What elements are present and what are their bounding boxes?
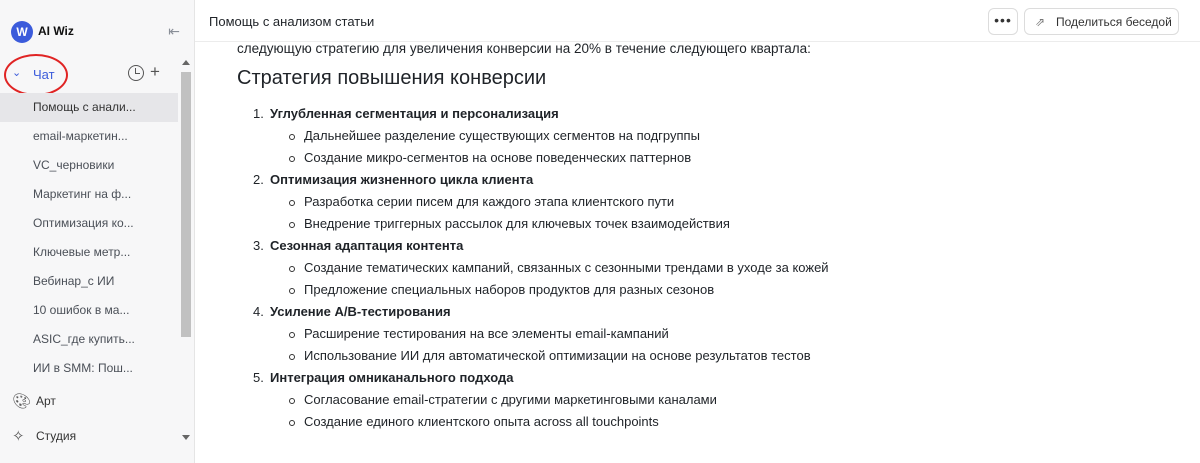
more-options-button[interactable]: •••: [988, 8, 1018, 35]
chat-item[interactable]: VC_черновики: [33, 158, 115, 172]
strategy-title: Сезонная адаптация контента: [270, 238, 464, 253]
share-chat-button[interactable]: [1024, 8, 1179, 35]
bullet-item: Согласование email-стратегии с другими маркетинговыми каналами: [270, 389, 870, 411]
sparkle-icon: ✧: [12, 428, 25, 445]
bullet-list: [270, 191, 1137, 235]
chevron-down-icon[interactable]: ⌄: [12, 67, 22, 79]
intro-text: следующую стратегию для увеличения конверсии на 20% в течение следующего квартала:: [237, 41, 811, 56]
chat-item[interactable]: Вебинар_с ИИ: [33, 274, 115, 288]
collapse-sidebar-icon[interactable]: ⇤: [168, 23, 180, 39]
header: [195, 0, 1200, 42]
bullet-list: [270, 323, 1137, 367]
scroll-thumb[interactable]: [181, 72, 191, 337]
scroll-down-arrow-icon[interactable]: [182, 435, 190, 440]
chat-item[interactable]: Помощь с анали...: [0, 93, 178, 122]
bullet-list: [270, 125, 1137, 169]
bullet-item: Создание тематических кампаний, связанных с сезонными трендами в уходе за кожей: [270, 257, 870, 279]
strategy-item: [237, 103, 1137, 169]
share-icon: ⇗: [1035, 15, 1046, 29]
strategy-number: 3.: [253, 238, 264, 253]
strategy-number: 2.: [253, 172, 264, 187]
bullet-item: Расширение тестирования на все элементы email-кампаний: [270, 323, 870, 345]
chat-item[interactable]: Оптимизация ко...: [33, 216, 134, 230]
bullet-item: Дальнейшее разделение существующих сегментов на подгруппы: [270, 125, 870, 147]
chat-item[interactable]: ИИ в SMM: Пош...: [33, 361, 133, 375]
strategy-number: 1.: [253, 106, 264, 121]
chat-item[interactable]: Маркетинг на ф...: [33, 187, 132, 201]
palette-icon: 🎨︎: [12, 393, 32, 410]
strategy-number: 5.: [253, 370, 264, 385]
nav-item-label: Арт: [36, 394, 56, 408]
bullet-list: [270, 257, 1137, 301]
share-chat-label: Поделиться беседой: [1056, 15, 1172, 29]
chat-item[interactable]: ASIC_где купить...: [33, 332, 135, 346]
bullet-item: Создание микро-сегментов на основе поведенческих паттернов: [270, 147, 870, 169]
chat-item[interactable]: email-маркетин...: [33, 129, 128, 143]
strategy-heading: Стратегия повышения конверсии: [237, 67, 547, 89]
strategy-title: Интеграция омниканального подхода: [270, 370, 514, 385]
nav-item-art[interactable]: [0, 386, 178, 416]
strategy-item: [237, 235, 1137, 301]
logo-row: [0, 0, 195, 58]
logo-icon: W: [11, 21, 33, 43]
app-name: AI Wiz: [38, 24, 74, 38]
message-content: [237, 40, 1137, 433]
bullet-item: Создание единого клиентского опыта across all touchpoints: [270, 411, 870, 433]
strategy-title: Усиление A/B-тестирования: [270, 304, 451, 319]
chat-list: [0, 93, 178, 383]
sidebar-scrollbar[interactable]: [179, 58, 193, 463]
bullet-item: Использование ИИ для автоматической оптимизации на основе результатов тестов: [270, 345, 870, 367]
bullet-list: [270, 389, 1137, 433]
sidebar: [0, 0, 195, 463]
chat-section-label[interactable]: Чат: [33, 67, 55, 82]
chat-item[interactable]: 10 ошибок в ма...: [33, 303, 130, 317]
chat-section-header[interactable]: [0, 60, 178, 88]
strategy-item: [237, 169, 1137, 235]
page-title: Помощь с анализом статьи: [209, 14, 375, 29]
bullet-item: Предложение специальных наборов продуктов для разных сезонов: [270, 279, 870, 301]
chat-item[interactable]: Ключевые метр...: [33, 245, 131, 259]
nav-item-studio[interactable]: [0, 421, 178, 451]
plus-icon[interactable]: +: [150, 62, 160, 81]
bullet-item: Разработка серии писем для каждого этапа клиентского пути: [270, 191, 870, 213]
scroll-up-arrow-icon[interactable]: [182, 60, 190, 65]
strategy-item: [237, 301, 1137, 367]
strategy-title: Углубленная сегментация и персонализация: [270, 106, 559, 121]
bullet-item: Внедрение триггерных рассылок для ключевых точек взаимодействия: [270, 213, 870, 235]
history-icon[interactable]: [128, 65, 144, 81]
strategy-title: Оптимизация жизненного цикла клиента: [270, 172, 534, 187]
nav-item-label: Студия: [36, 429, 77, 443]
strategy-list: [237, 103, 1137, 433]
strategy-item: [237, 367, 1137, 433]
strategy-number: 4.: [253, 304, 264, 319]
